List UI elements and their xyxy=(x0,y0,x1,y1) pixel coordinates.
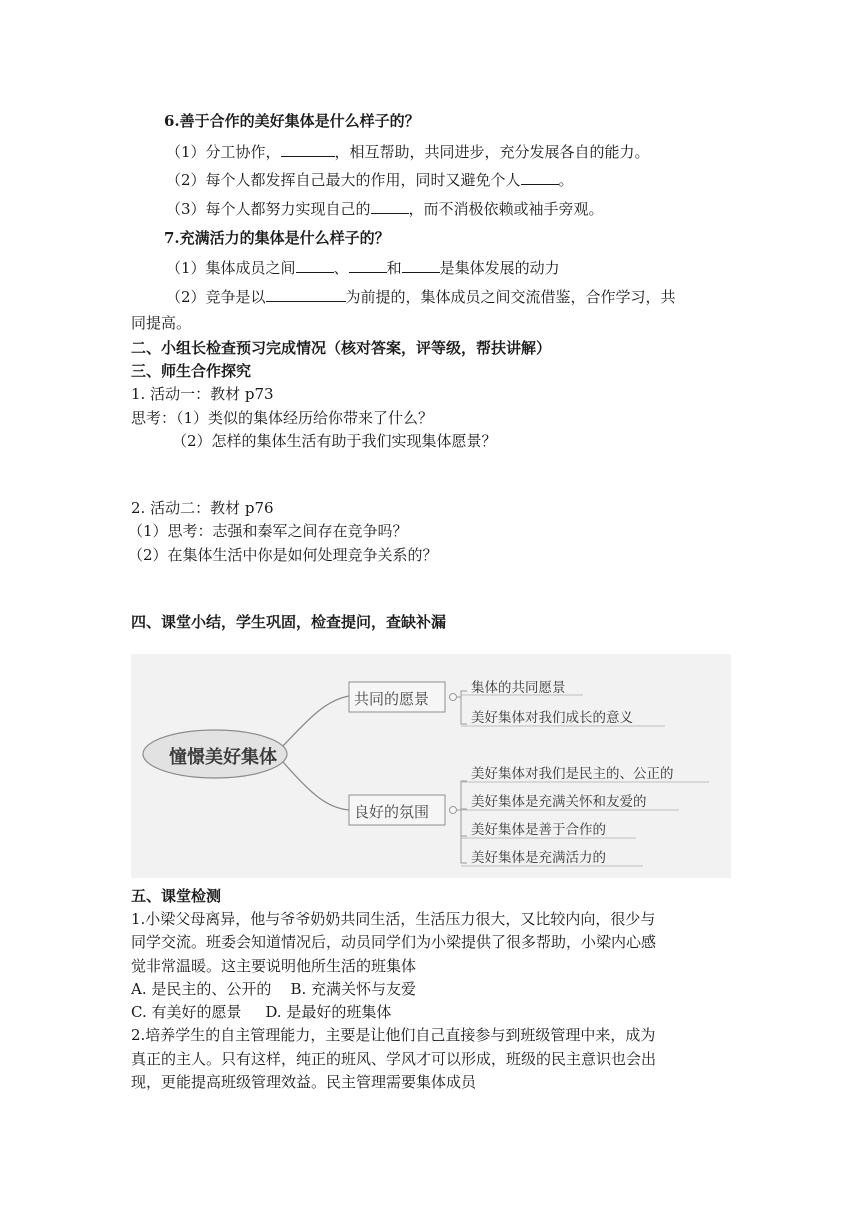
think2-b: （2）在集体生活中你是如何处理竞争关系的？ xyxy=(128,546,438,564)
activity2: 2. 活动二：教材 p76 xyxy=(131,499,274,517)
q6-title: 6.善于合作的美好集体是什么样子的？ xyxy=(164,112,420,130)
answer-blank xyxy=(349,258,387,273)
mind-map-leaf: 美好集体是充满关怀和友爱的 xyxy=(471,794,647,810)
mind-map-root: 憧憬美好集体 xyxy=(169,747,277,768)
question1-options: C. 有美好的愿景 D. 是最好的班集体 xyxy=(131,1003,392,1021)
mind-map-leaf: 美好集体对我们是民主的、公正的 xyxy=(471,766,674,782)
think1-a: 思考：（1）类似的集体经历给你带来了什么？ xyxy=(131,409,434,427)
answer-blank xyxy=(371,199,409,214)
question1-line: 觉非常温暖。这主要说明他所生活的班集体 xyxy=(131,957,417,975)
section4-heading: 四、课堂小结，学生巩固，检查提问，查缺补漏 xyxy=(131,613,447,631)
q7-item1: （1）集体成员之间 、 和 是集体发展的动力 xyxy=(166,259,560,277)
mind-map-branch: 良好的氛围 xyxy=(354,803,430,821)
question1-options: A. 是民主的、公开的 B. 充满关怀与友爱 xyxy=(131,980,417,998)
mind-map xyxy=(131,654,731,878)
section5-heading: 五、课堂检测 xyxy=(131,887,222,905)
answer-blank xyxy=(281,142,335,157)
activity1: 1. 活动一：教材 p73 xyxy=(131,385,274,403)
answer-blank xyxy=(521,170,559,185)
question2-line: 真正的主人。只有这样，纯正的班风、学风才可以形成，班级的民主意识也会出 xyxy=(131,1050,657,1068)
question2-line: 2.培养学生的自主管理能力，主要是让他们自己直接参与到班级管理中来，成为 xyxy=(131,1026,656,1044)
q7-item2-cont: 同提高。 xyxy=(131,314,192,332)
question1-line: 1.小梁父母离异，他与爷爷奶奶共同生活，生活压力很大，又比较内向，很少与 xyxy=(131,910,656,928)
question2-line: 现，更能提高班级管理效益。民主管理需要集体成员 xyxy=(131,1073,477,1091)
q6-item2: （2）每个人都发挥自己最大的作用，同时又避免个人 。 xyxy=(166,171,574,189)
mind-map-leaf: 美好集体是善于合作的 xyxy=(471,822,606,838)
mind-map-branch: 共同的愿景 xyxy=(354,690,430,708)
q6-item1: （1）分工协作， ，相互帮助，共同进步，充分发展各自的能力。 xyxy=(166,143,650,161)
answer-blank xyxy=(296,258,334,273)
question1-line: 同学交流。班委会知道情况后，动员同学们为小梁提供了很多帮助，小梁内心感 xyxy=(131,933,657,951)
q7-title: 7.充满活力的集体是什么样子的？ xyxy=(164,229,390,247)
q7-item2: （2）竞争是以 为前提的，集体成员之间交流借鉴，合作学习，共 xyxy=(166,288,676,306)
think1-b: （2）怎样的集体生活有助于我们实现集体愿景？ xyxy=(172,432,497,450)
section2-heading: 二、小组长检查预习完成情况（核对答案，评等级，帮扶讲解） xyxy=(131,339,552,357)
answer-blank xyxy=(266,287,346,302)
mind-map-leaf: 美好集体是充满活力的 xyxy=(471,850,606,866)
mind-map-leaf: 美好集体对我们成长的意义 xyxy=(471,710,633,726)
section3-heading: 三、师生合作探究 xyxy=(131,362,252,380)
mind-map-leaf: 集体的共同愿景 xyxy=(471,680,566,696)
think2-a: （1）思考：志强和秦军之间存在竞争吗？ xyxy=(128,522,408,540)
q6-item3: （3）每个人都努力实现自己的 ，而不消极依赖或袖手旁观。 xyxy=(166,200,604,218)
answer-blank xyxy=(402,258,440,273)
